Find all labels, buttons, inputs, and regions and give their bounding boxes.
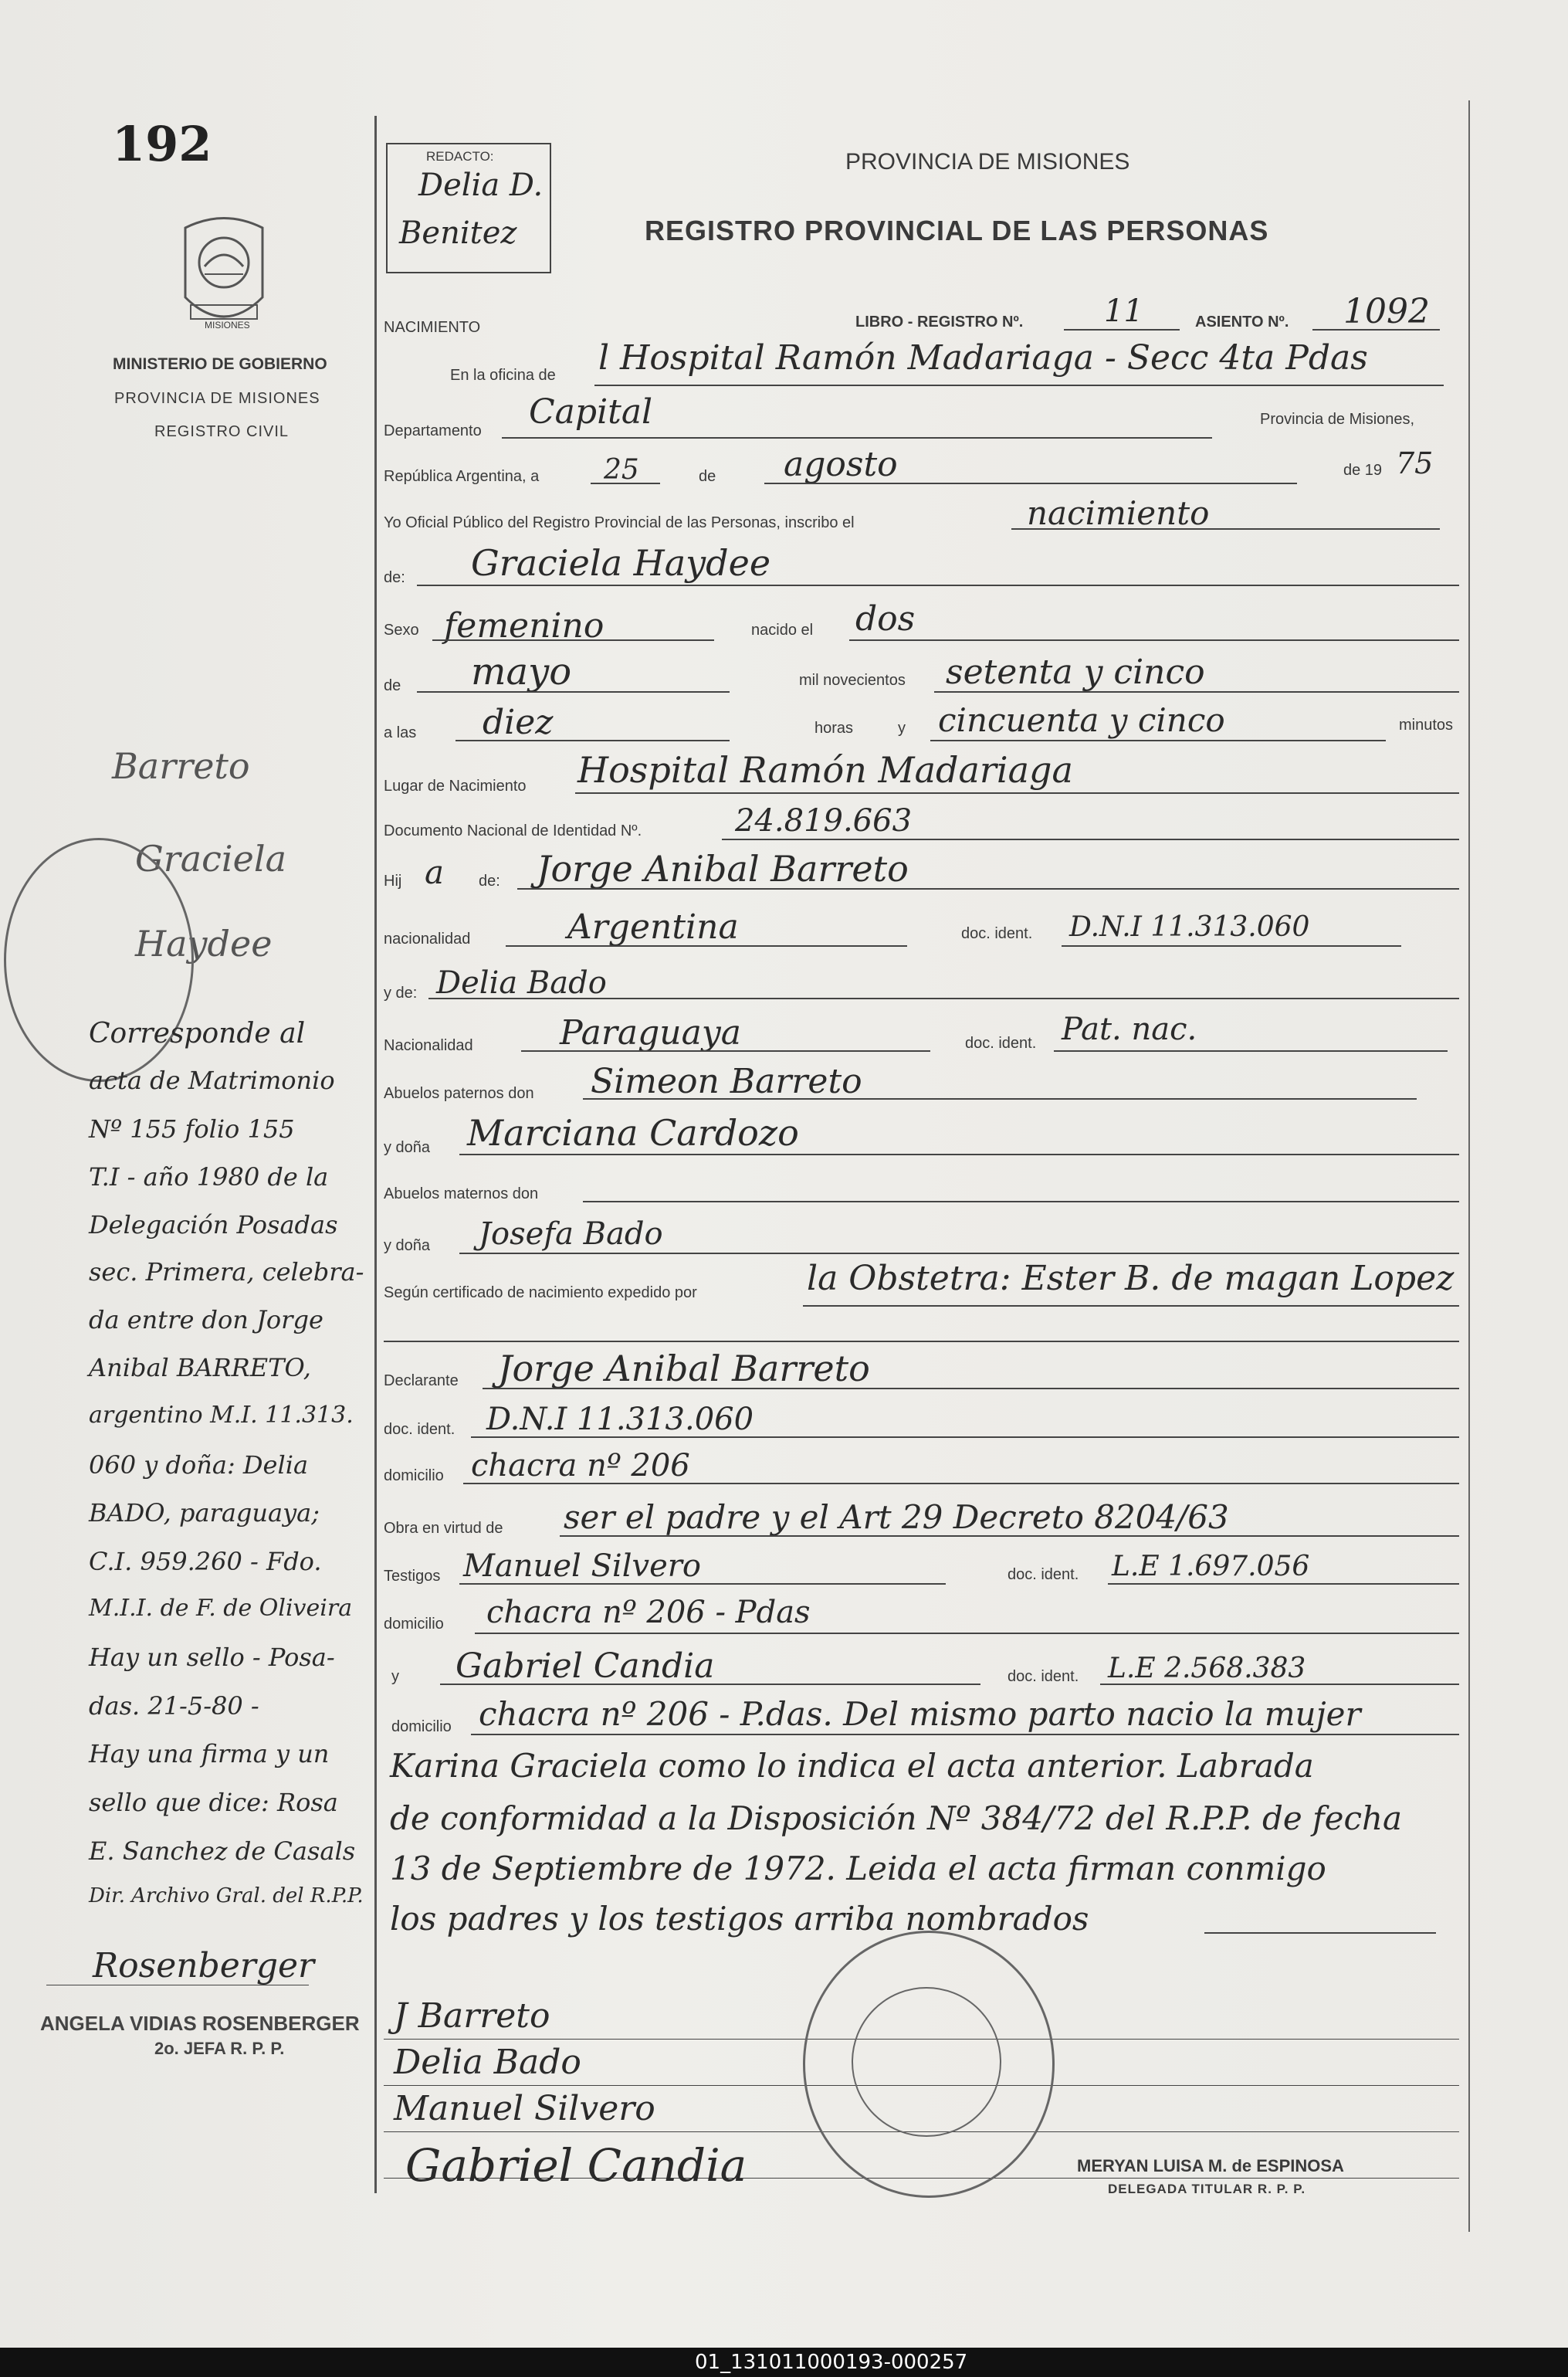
ydona2-label: y doña <box>384 1237 431 1254</box>
officer-label: Yo Oficial Público del Registro Provincial de las Personas, inscribo el <box>384 514 855 531</box>
margin-line-13: M.I.I. de F. de Oliveira <box>89 1595 353 1622</box>
abm-line <box>583 1201 1459 1202</box>
day-value: 25 <box>604 454 639 486</box>
yde-label: y de: <box>384 985 418 1002</box>
inscribo-value: nacimiento <box>1027 494 1210 532</box>
registry-stamp-inner <box>852 1987 1001 2137</box>
father-name: Jorge Anibal Barreto <box>537 848 909 890</box>
registry-round-stamp <box>803 1931 1055 2198</box>
libro-value: 11 <box>1104 293 1143 329</box>
hijo-suffix: a <box>425 853 445 891</box>
margin-line-12: C.I. 959.260 - Fdo. <box>89 1547 322 1576</box>
de2-label: de: <box>384 569 405 586</box>
inscribo-line <box>1011 528 1440 530</box>
margin-line-16: Hay una firma y un <box>89 1739 330 1768</box>
asiento-label: ASIENTO Nº. <box>1195 314 1289 331</box>
month-birth-line <box>417 691 730 693</box>
month-value: agosto <box>784 445 898 484</box>
header-title: REGISTRO PROVINCIAL DE LAS PERSONAS <box>645 215 1269 246</box>
hour-line <box>455 740 730 741</box>
dom2-label: domicilio <box>384 1616 444 1633</box>
margin-line-9: argentino M.I. 11.313. <box>89 1402 354 1429</box>
doc1-value: D.N.I 11.313.060 <box>1069 911 1310 943</box>
year-words-line <box>934 691 1459 693</box>
hijo-de-label: de: <box>479 873 500 890</box>
ydona2-value: Josefa Bado <box>479 1216 663 1252</box>
redacto-box <box>386 143 551 273</box>
margin-line-5: Delegación Posadas <box>89 1210 338 1239</box>
y2-label: y <box>391 1668 399 1685</box>
hijo-label: Hij <box>384 873 402 890</box>
doc2-value: Pat. nac. <box>1062 1012 1197 1047</box>
horas-label: horas <box>814 720 854 737</box>
doc4-label: doc. ident. <box>1008 1566 1079 1583</box>
testigo2-line <box>440 1684 980 1685</box>
ministry-label: MINISTERIO DE GOBIERNO <box>113 355 327 373</box>
doc3-line <box>471 1436 1459 1438</box>
de3-label: de <box>384 677 401 694</box>
minutos-label: minutos <box>1399 717 1454 734</box>
testigo1-value: Manuel Silvero <box>463 1548 701 1584</box>
lugar-value: Hospital Ramón Madariaga <box>577 749 1073 791</box>
year-value: 75 <box>1396 446 1434 480</box>
declarante-label: Declarante <box>384 1372 459 1389</box>
margin-line-10: 060 y doña: Delia <box>89 1450 309 1480</box>
mil-label: mil novecientos <box>799 672 906 689</box>
doc5-value: L.E 2.568.383 <box>1108 1653 1306 1684</box>
dni-value: 24.819.663 <box>735 803 913 839</box>
margin-line-14: Hay un sello - Posa- <box>89 1643 335 1672</box>
mother-name: Delia Bado <box>436 965 607 1001</box>
coat-of-arms-caption: MISIONES <box>205 320 250 331</box>
redacto-label: REDACTO: <box>426 149 494 164</box>
ydona2-line <box>459 1253 1459 1254</box>
margin-line-1: Corresponde al <box>89 1018 306 1049</box>
footer-bar <box>0 2348 1568 2377</box>
de-label: de <box>699 468 716 485</box>
nac2-line <box>521 1050 930 1052</box>
alas-label: a las <box>384 724 417 741</box>
nac2-value: Paraguaya <box>560 1013 741 1053</box>
margin-surname-1: Barreto <box>112 745 250 787</box>
year-label: de 19 <box>1343 462 1383 479</box>
father-line <box>517 888 1459 890</box>
footer-id: 01_131011000193-000257 <box>695 2351 968 2374</box>
margin-line-6: sec. Primera, celebra- <box>89 1257 364 1287</box>
abp-value: Simeon Barreto <box>591 1062 862 1101</box>
margin-line-3: Nº 155 folio 155 <box>89 1114 295 1144</box>
margin-signature: Rosenberger <box>93 1946 315 1985</box>
office-label: En la oficina de <box>450 367 556 384</box>
declarante-value: Jorge Anibal Barreto <box>498 1348 870 1389</box>
note-line-4: los padres y los testigos arriba nombrados <box>390 1900 1089 1938</box>
margin-surname-2: Graciela <box>135 838 286 880</box>
margin-line-7: da entre don Jorge <box>89 1305 323 1334</box>
margin-signer-title: 2o. JEFA R. P. P. <box>154 2039 285 2058</box>
margin-line-15: das. 21-5-80 - <box>89 1691 259 1721</box>
abp-label: Abuelos paternos don <box>384 1085 534 1102</box>
testigo1-line <box>459 1583 946 1585</box>
month-birth-value: mayo <box>471 650 572 693</box>
cert-line <box>803 1305 1459 1307</box>
person-name: Graciela Haydee <box>471 542 771 584</box>
header-province: PROVINCIA DE MISIONES <box>845 149 1130 175</box>
official-name: MERYAN LUISA M. de ESPINOSA <box>1077 2156 1344 2175</box>
department-label: Departamento <box>384 422 482 439</box>
abp-line <box>583 1098 1417 1100</box>
asiento-value: 1092 <box>1343 292 1430 331</box>
person-name-line <box>417 585 1459 586</box>
doc5-label: doc. ident. <box>1008 1668 1079 1685</box>
province-label-2: Provincia de Misiones, <box>1260 411 1415 428</box>
libro-line <box>1064 329 1180 331</box>
note-line-1: Karina Graciela como lo indica el acta anterior. Labrada <box>390 1747 1314 1785</box>
ydona1-value: Marciana Cardozo <box>467 1112 799 1154</box>
nacido-value: dos <box>855 599 916 639</box>
dom2-value: chacra nº 206 - Pdas <box>486 1595 811 1630</box>
doc4-line <box>1108 1583 1459 1585</box>
redacto-name-1: Delia D. <box>418 168 544 203</box>
signature-2: Delia Bado <box>394 2043 581 2082</box>
dom1-value: chacra nº 206 <box>471 1448 690 1484</box>
doc1-label: doc. ident. <box>961 925 1033 942</box>
doc1-line <box>1062 945 1401 947</box>
right-margin-rule <box>1468 100 1470 2232</box>
note-line-3: 13 de Septiembre de 1972. Leida el acta firman conmigo <box>390 1850 1326 1887</box>
sexo-value: femenino <box>444 606 605 646</box>
margin-line-19: Dir. Archivo Gral. del R.P.P. <box>89 1884 364 1907</box>
nac1-value: Argentina <box>567 907 739 947</box>
nac1-label: nacionalidad <box>384 931 471 948</box>
margin-signer-name: ANGELA VIDIAS ROSENBERGER <box>40 2012 360 2035</box>
margin-line-4: T.I - año 1980 de la <box>89 1162 329 1192</box>
margin-line-8: Anibal BARRETO, <box>89 1353 311 1382</box>
day-line <box>591 483 660 484</box>
sexo-label: Sexo <box>384 622 419 639</box>
margin-line-11: BADO, paraguaya; <box>89 1498 320 1528</box>
doc3-label: doc. ident. <box>384 1421 455 1438</box>
obra-label: Obra en virtud de <box>384 1520 503 1537</box>
hour-value: diez <box>483 703 554 742</box>
official-title: DELEGADA TITULAR R. P. P. <box>1108 2182 1306 2196</box>
minutes-value: cincuenta y cinco <box>938 701 1225 739</box>
nac2-label: Nacionalidad <box>384 1037 473 1054</box>
registry-label: REGISTRO CIVIL <box>154 423 290 440</box>
nac1-line <box>506 945 907 947</box>
note-end-line <box>1204 1932 1436 1934</box>
lugar-label: Lugar de Nacimiento <box>384 778 527 795</box>
y-label: y <box>898 720 906 737</box>
signature-1: J Barreto <box>394 1996 550 2036</box>
office-value: l Hospital Ramón Madariaga - Secc 4ta Pdas <box>598 338 1368 378</box>
lugar-line <box>575 792 1459 794</box>
left-margin-rule <box>374 116 377 2193</box>
note-line-2: de conformidad a la Disposición Nº 384/72 del R.P.P. de fecha <box>390 1799 1403 1837</box>
dni-line <box>722 839 1459 840</box>
doc4-value: L.E 1.697.056 <box>1112 1551 1310 1582</box>
ydona1-label: y doña <box>384 1139 431 1156</box>
dom3-label: domicilio <box>391 1718 452 1735</box>
redacto-name-2: Benitez <box>399 215 517 251</box>
office-line <box>594 385 1444 386</box>
ydona1-line <box>459 1154 1459 1155</box>
province-label: PROVINCIA DE MISIONES <box>114 390 320 407</box>
nacido-label: nacido el <box>751 622 814 639</box>
doc2-label: doc. ident. <box>965 1035 1037 1052</box>
cert-label: Según certificado de nacimiento expedido por <box>384 1284 697 1301</box>
coat-of-arms-icon <box>174 212 274 336</box>
libro-label: LIBRO - REGISTRO Nº. <box>855 314 1024 331</box>
declarante-line <box>483 1388 1459 1389</box>
mother-line <box>428 998 1459 999</box>
abm-label: Abuelos maternos don <box>384 1185 539 1202</box>
nacido-line <box>849 639 1459 641</box>
minutes-line <box>930 740 1386 741</box>
month-line <box>764 483 1297 484</box>
margin-surname-3: Haydee <box>135 923 273 965</box>
page-number: 192 <box>112 116 212 172</box>
dom2-line <box>475 1633 1459 1634</box>
dom1-line <box>463 1483 1459 1484</box>
department-line <box>502 437 1212 439</box>
cert-line-2 <box>384 1341 1459 1342</box>
asiento-line <box>1312 329 1440 331</box>
record-type: NACIMIENTO <box>384 319 481 336</box>
obra-line <box>560 1535 1459 1537</box>
margin-line-2: acta de Matrimonio <box>89 1066 335 1095</box>
dom1-label: domicilio <box>384 1467 444 1484</box>
testigo2-value: Gabriel Candia <box>455 1646 715 1686</box>
department-value: Capital <box>529 392 653 432</box>
dom3-value: chacra nº 206 - P.das. Del mismo parto nacio la mujer <box>479 1695 1361 1733</box>
signature-4: Gabriel Candia <box>405 2139 747 2192</box>
doc5-line <box>1100 1684 1459 1685</box>
doc3-value: D.N.I 11.313.060 <box>486 1402 754 1437</box>
dom3-line <box>471 1734 1459 1735</box>
cert-value: la Obstetra: Ester B. de magan Lopez <box>807 1259 1455 1298</box>
testigos-label: Testigos <box>384 1568 441 1585</box>
obra-value: ser el padre y el Art 29 Decreto 8204/63 <box>564 1498 1229 1536</box>
sexo-line <box>432 639 714 641</box>
year-words-value: setenta y cinco <box>946 653 1205 692</box>
doc2-line <box>1054 1050 1448 1052</box>
republic-label: República Argentina, a <box>384 468 540 485</box>
dni-label: Documento Nacional de Identidad Nº. <box>384 822 642 839</box>
margin-line-17: sello que dice: Rosa <box>89 1788 338 1817</box>
signature-3: Manuel Silvero <box>394 2089 655 2128</box>
margin-line-18: E. Sanchez de Casals <box>89 1836 356 1866</box>
